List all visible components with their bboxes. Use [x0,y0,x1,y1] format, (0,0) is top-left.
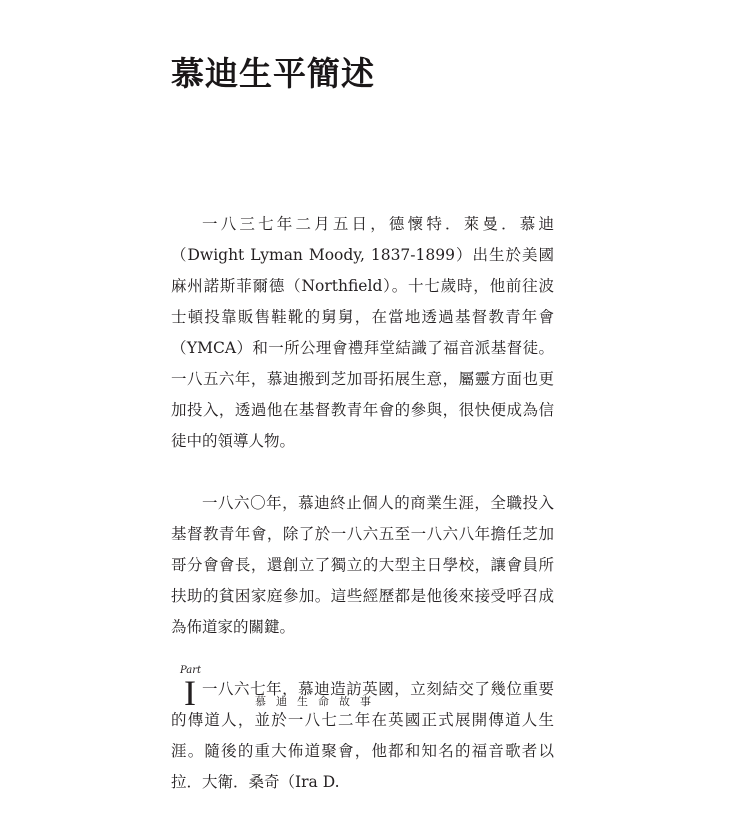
chapter-title: 慕迪生平簡述 [171,54,375,93]
running-title: 慕迪生命故事 [255,695,381,708]
paragraph: 一八六七年，慕迪造訪英國，立刻結交了幾位重要的傳道人，並於一八七二年在英國正式展開傳道人生涯。隨後的重大佈道聚會，他都和知名的福音歌者以拉．大衛．桑奇（Ira D. [171,680,554,791]
body-text [171,209,554,829]
paragraph: 一八三七年二月五日，德懷特．萊曼．慕迪（Dwight Lyman Moody, 1837-1899）出生於美國麻州諾斯菲爾德（Northfield）。十七歲時，他前往波士頓投靠販售鞋靴的舅舅，在當地透過基督教青年會（YMCA）和一所公理會禮拜堂結識了福音派基督徒。一八五六年，慕迪搬到芝加哥拓展生意，屬靈方面也更加投入，透過他在基督教青年會的參與，很快便成為信徒中的領導人物。 [171,215,554,450]
part-label: Part [180,665,202,676]
paragraph: 一八六〇年，慕迪終止個人的商業生涯，全職投入基督教青年會，除了於一八六五至一八六八年擔任芝加哥分會會長，還創立了獨立的大型主日學校，讓會員所扶助的貧困家庭參加。這些經歷都是他後來接受呼召成為佈道家的關鍵。 [171,494,554,636]
part-marker [180,665,200,711]
part-numeral: I [184,673,196,713]
